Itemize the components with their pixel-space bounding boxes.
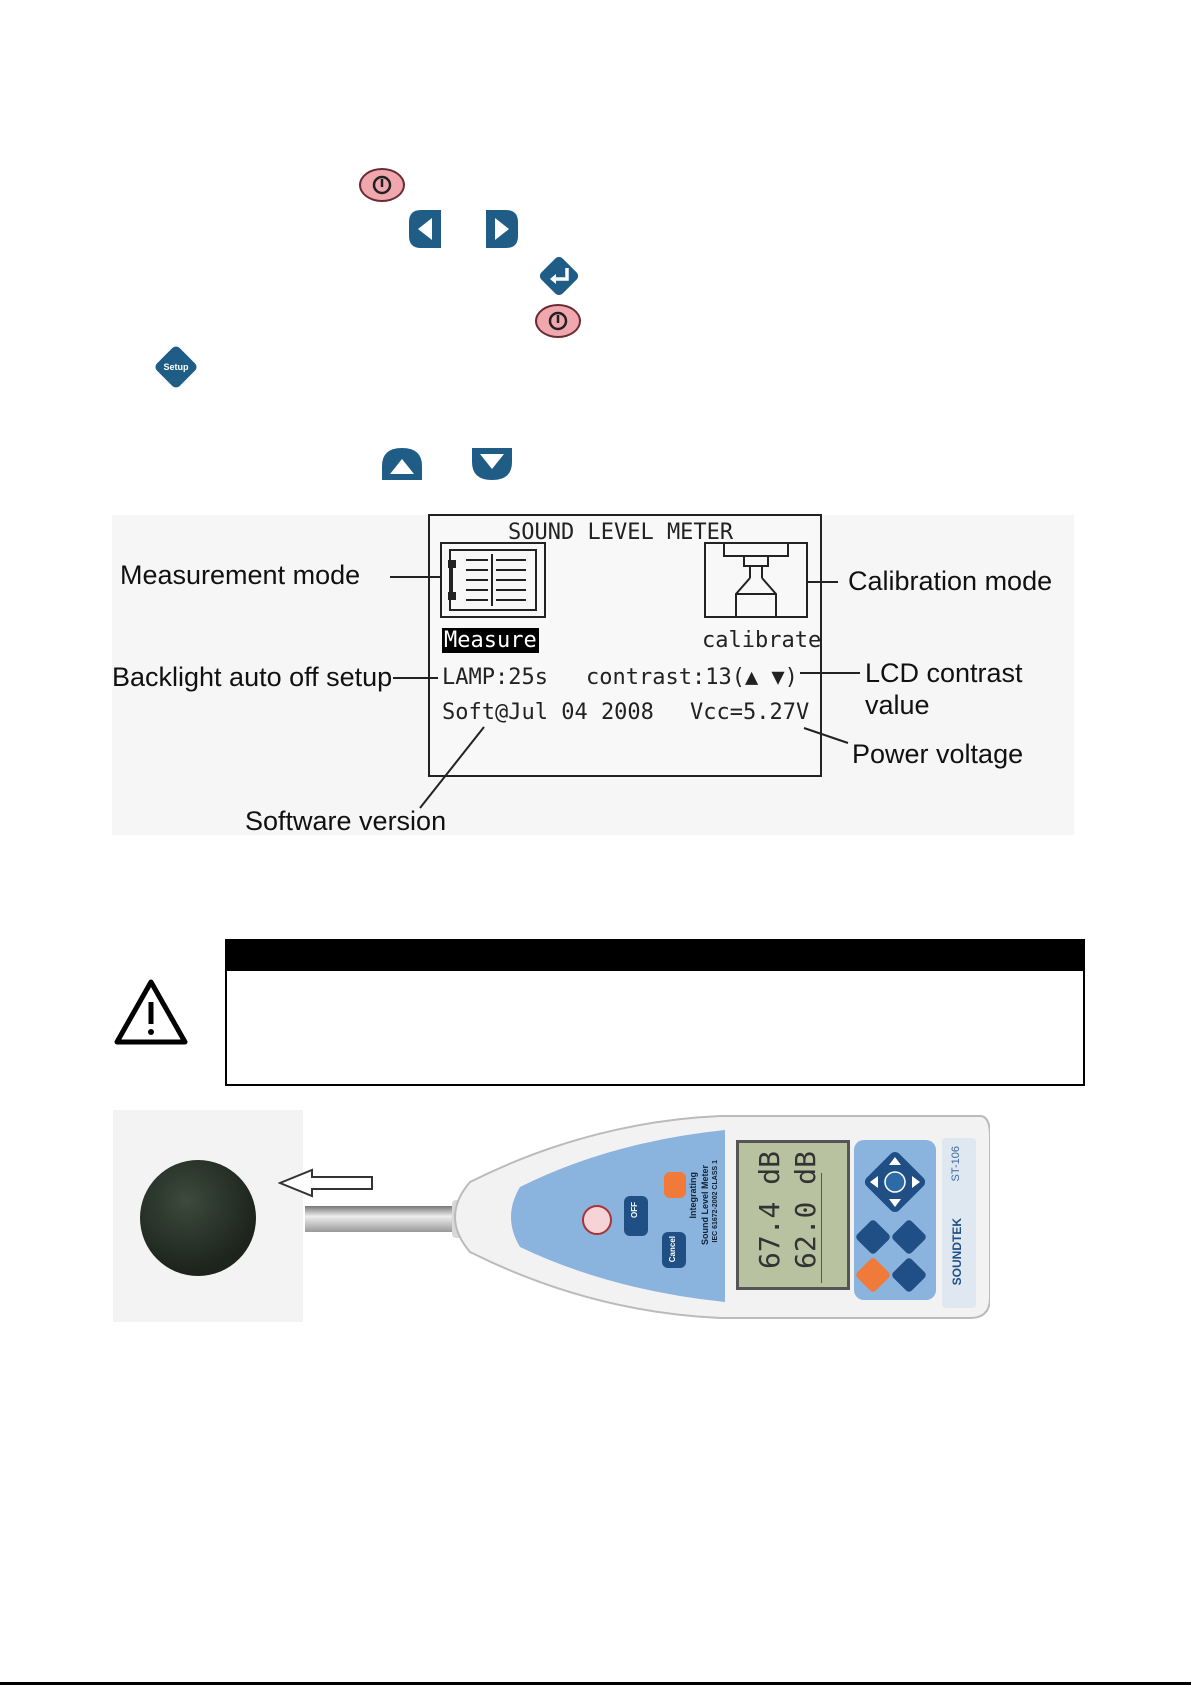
device-reading-2: 62.0 dB [789,1151,822,1270]
measurement-mode-callout: Measurement mode [120,560,361,590]
software-date: Soft@Jul 04 2008 [442,700,654,725]
device-reading-1: 67.4 dB [753,1151,786,1270]
lcd-contrast-callout: LCD contrast [865,658,1023,688]
device-lcd-bargraph [821,1173,842,1283]
device-power-key [582,1205,612,1235]
setup-icon-label: Setup [163,362,189,372]
arrow-icon [278,1168,374,1203]
calibrate-option[interactable]: calibrate [702,628,822,653]
microphone-capsule [305,1206,453,1232]
device-model: ST-106 [950,1146,962,1182]
device-off-key: OFF [630,1202,639,1218]
software-version-callout: Software version [245,806,447,836]
lcd-title: SOUND LEVEL METER [508,520,734,545]
warning-box [225,939,1085,1086]
device-label-2: Sound Level Meter [700,1165,710,1246]
lcd-contrast-callout-2: value [865,690,930,720]
device-label-3: IEC 61672-2002 CLASS 1 [712,1160,719,1243]
device-lcd [736,1140,850,1290]
measure-option[interactable]: Measure [444,628,537,653]
contrast-setting: contrast:13(▲ ▼) [586,665,798,690]
power-voltage-callout: Power voltage [852,739,1024,769]
warning-header-bar [227,941,1083,971]
warning-icon [113,978,189,1046]
device-cancel-key: Cancel [668,1236,677,1263]
calibration-mode-callout: Calibration mode [848,566,1053,596]
device-label-1: Integrating [688,1172,698,1219]
device-light-key [664,1172,686,1198]
backlight-callout: Backlight auto off setup [112,662,393,692]
device-brand: SOUNDTEK [950,1218,964,1286]
device-side-strip [942,1138,976,1308]
callout-lines [0,0,1191,840]
windscreen-foam [140,1160,256,1276]
vcc-value: Vcc=5.27V [690,700,810,725]
lamp-setting: LAMP:25s [442,665,548,690]
device-nav-cluster [858,1145,932,1224]
